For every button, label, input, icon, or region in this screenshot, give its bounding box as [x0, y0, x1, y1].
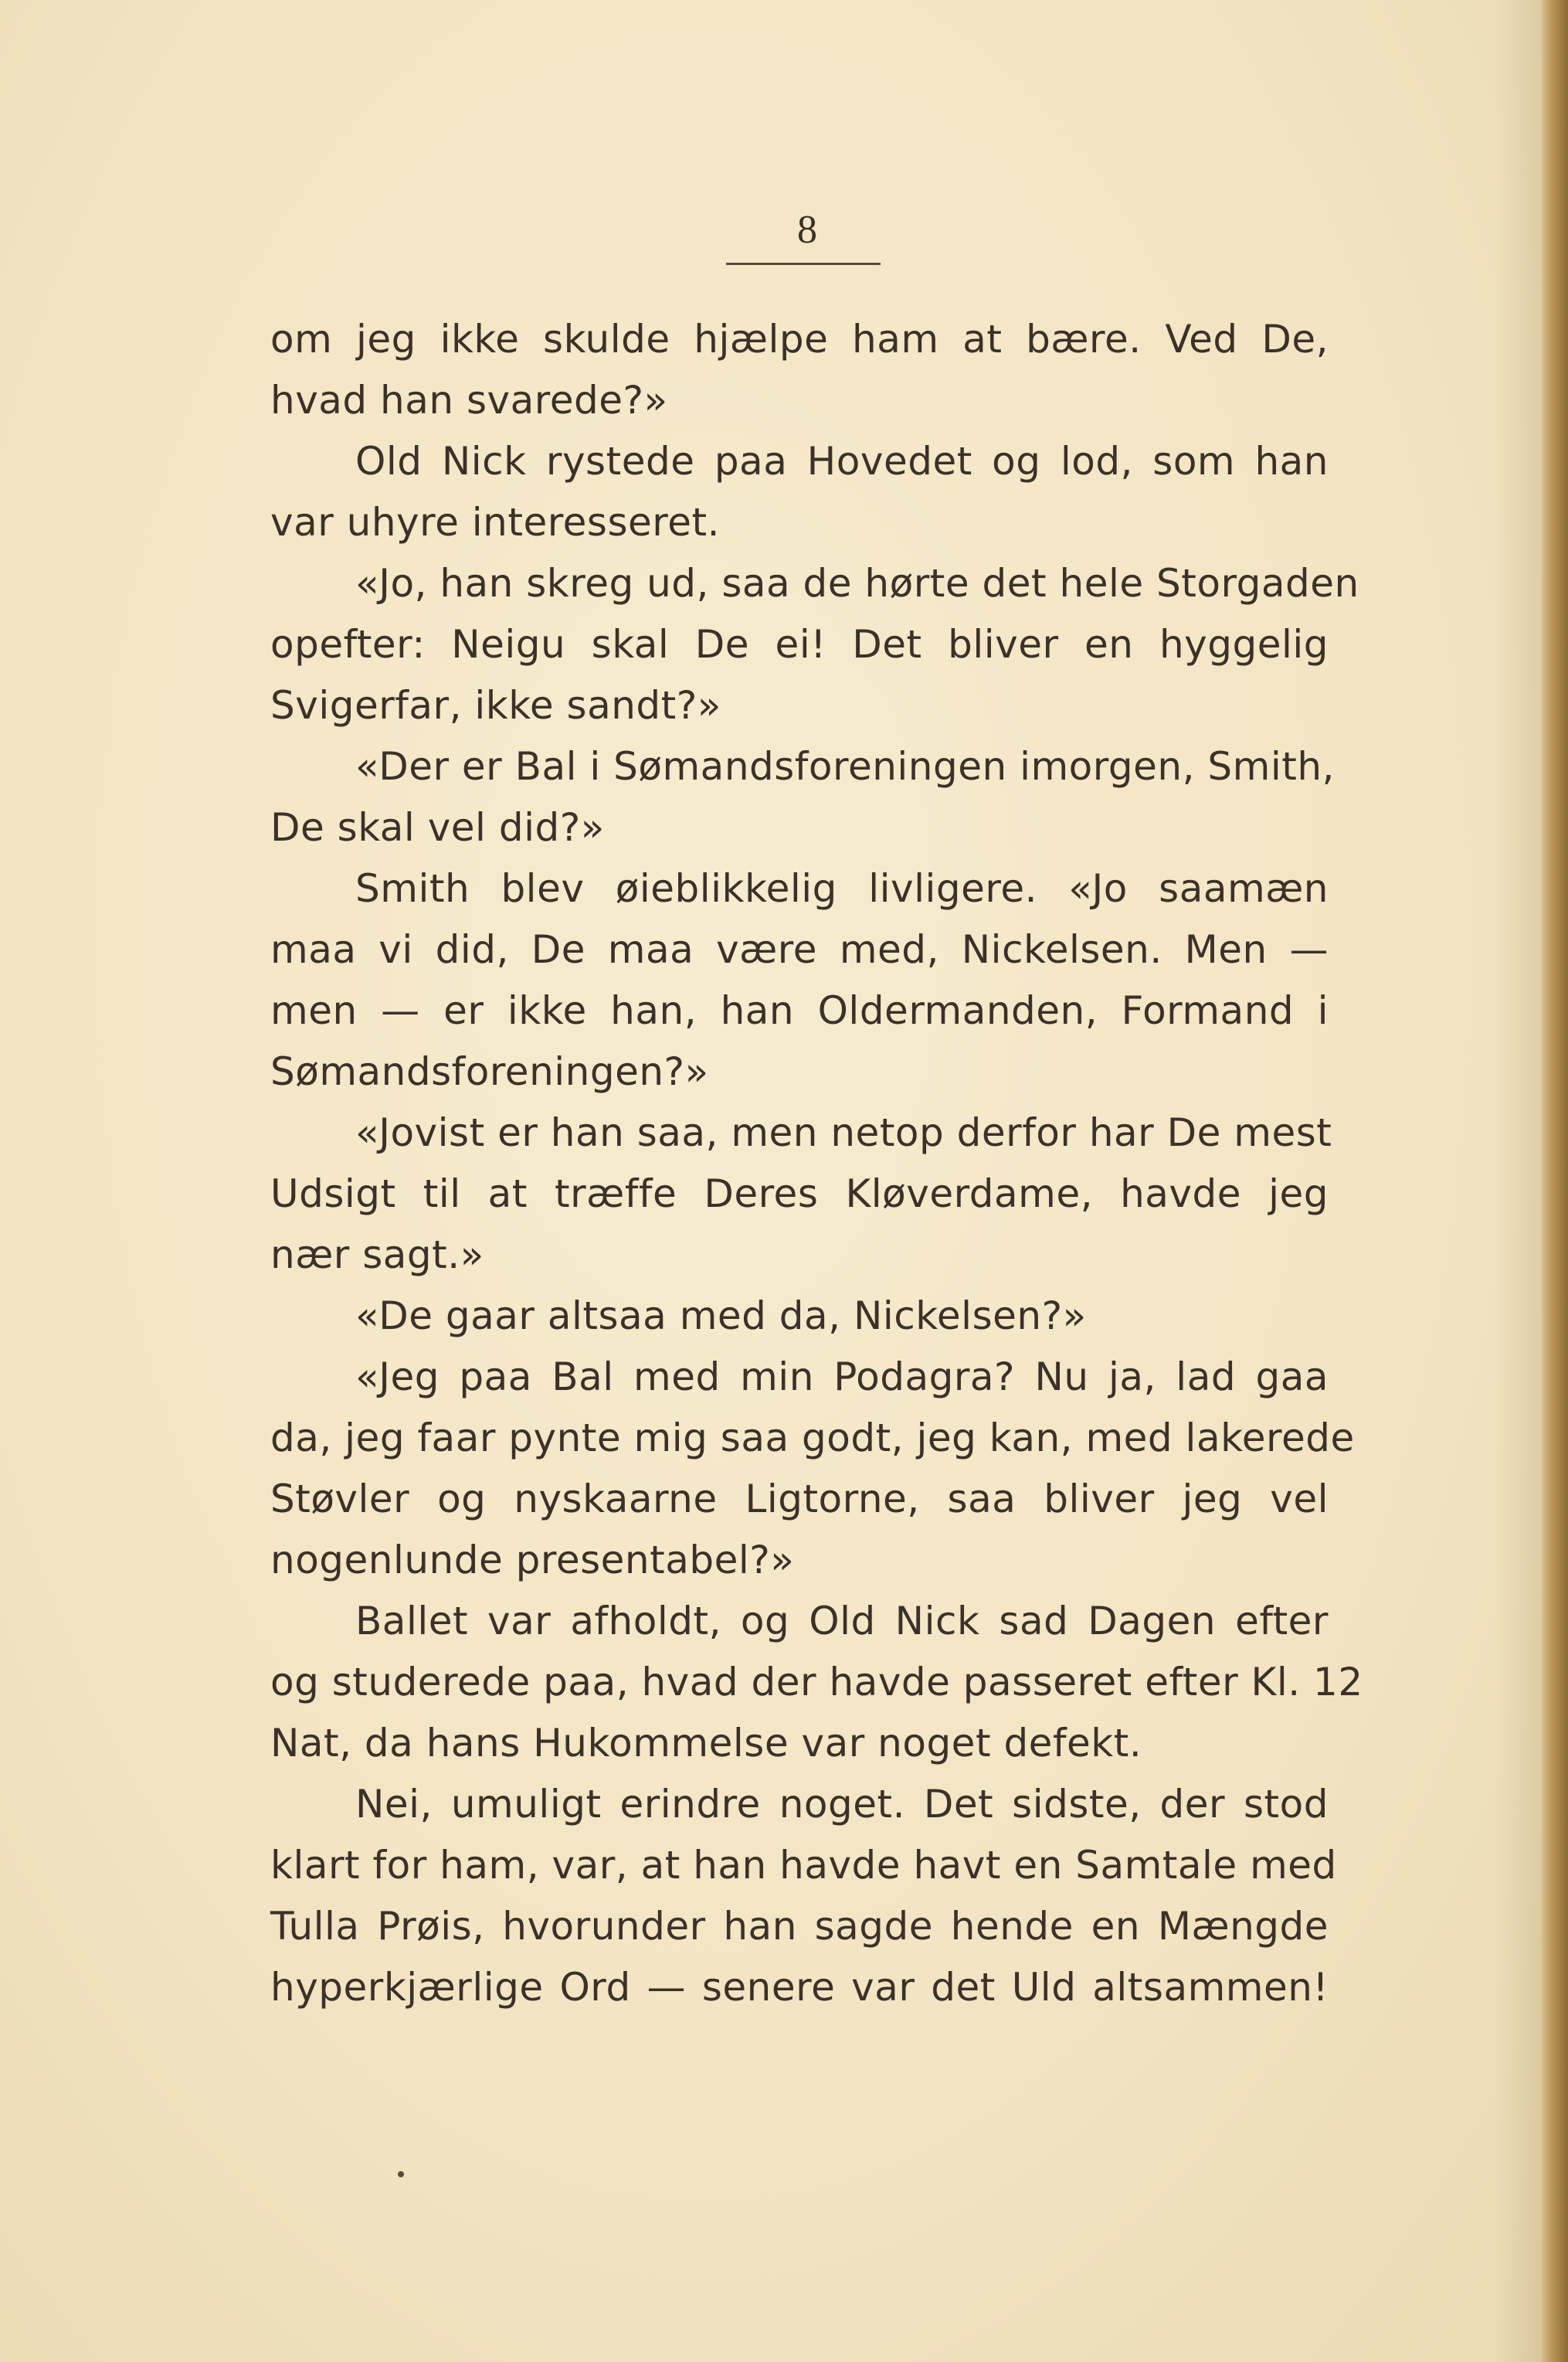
text-line: klart for ham, var, at han havde havt en Samtale med — [270, 1843, 1337, 1888]
text-line: Støvler og nyskaarne Ligtorne, saa bliver jeg vel — [270, 1477, 1329, 1521]
body-text — [270, 309, 1363, 2018]
ink-speck — [398, 2171, 404, 2177]
text-line: «Jo, han skreg ud, saa de hørte det hele Storgaden — [355, 561, 1359, 606]
text-line: De skal vel did?» — [270, 805, 605, 850]
text-line: Nat, da hans Hukommelse var noget defekt. — [270, 1721, 1142, 1766]
text-line: og studerede paa, hvad der havde passeret efter Kl. 12 — [270, 1660, 1363, 1704]
text-line: da, jeg faar pynte mig saa godt, jeg kan, med lakerede — [270, 1416, 1355, 1460]
text-line: «Jeg paa Bal med min Podagra? Nu ja, lad gaa — [355, 1354, 1329, 1399]
text-line: «Der er Bal i Sømandsforeningen imorgen, Smith, — [355, 744, 1335, 789]
text-line: men — er ikke han, han Oldermanden, Formand i — [270, 988, 1329, 1033]
text-line: «De gaar altsaa med da, Nickelsen?» — [355, 1293, 1087, 1338]
text-line: Tulla Prøis, hvorunder han sagde hende en Mængde — [270, 1904, 1329, 1949]
text-line: Nei, umuligt erindre noget. Det sidste, der stod — [355, 1782, 1329, 1827]
spine-shadow — [1495, 0, 1542, 2362]
text-line: Udsigt til at træffe Deres Kløverdame, havde jeg — [270, 1171, 1329, 1216]
text-line: Svigerfar, ikke sandt?» — [270, 683, 721, 728]
text-line: Sømandsforeningen?» — [270, 1049, 709, 1094]
text-line: Smith blev øieblikkelig livligere. «Jo saamæn — [355, 866, 1329, 911]
text-line: «Jovist er han saa, men netop derfor har De mest — [355, 1110, 1332, 1155]
text-line: var uhyre interesseret. — [270, 500, 721, 545]
book-spine — [1542, 0, 1568, 2362]
page-number-rule — [726, 263, 881, 265]
text-line: opefter: Neigu skal De ei! Det bliver en hyggelig — [270, 622, 1329, 667]
text-line: hyperkjærlige Ord — senere var det Uld altsammen! — [270, 1965, 1329, 2010]
text-line: nogenlunde presentabel?» — [270, 1538, 795, 1582]
text-line: hvad han svarede?» — [270, 378, 668, 423]
text-line: nær sagt.» — [270, 1232, 484, 1277]
text-line: Ballet var afholdt, og Old Nick sad Dagen efter — [355, 1599, 1329, 1643]
text-line: Old Nick rystede paa Hovedet og lod, som han — [355, 439, 1329, 484]
text-line: maa vi did, De maa være med, Nickelsen. Men — — [270, 927, 1329, 972]
page-number: 8 — [797, 208, 817, 252]
text-line: om jeg ikke skulde hjælpe ham at bære. Ved De, — [270, 317, 1329, 362]
